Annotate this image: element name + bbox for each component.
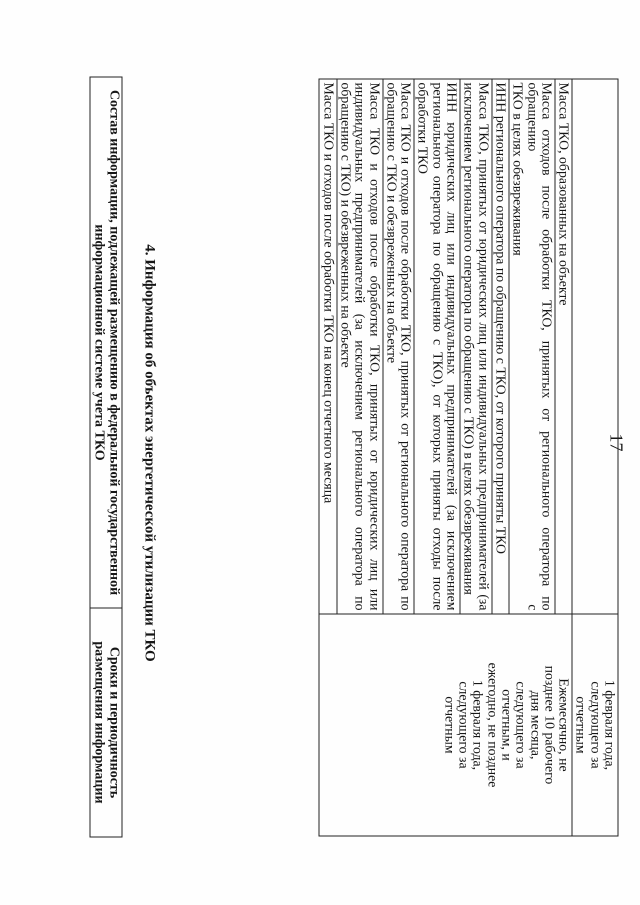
info-line: Масса ТКО, образованных на объекте — [556, 82, 572, 306]
info-line: индивидуальных предпринимателей (за исключением регионального оператора по — [352, 82, 368, 610]
column-header-composition — [90, 77, 122, 608]
deadline-line: ежегодно, не позднее — [484, 662, 500, 787]
header-line: Сроки и периодичность — [106, 646, 121, 798]
info-line: регионального оператора по обращению с ТКО), от которых приняты отходы после — [429, 82, 445, 610]
info-item — [554, 79, 571, 614]
info-line: ИНН юридических лиц или индивидуальных предпринимателей (за исключением — [444, 82, 460, 610]
info-line: обращению с ТКО) и обезвреженных на объекте — [337, 82, 353, 368]
info-line: обработки ТКО — [415, 82, 431, 174]
table-row — [572, 79, 618, 836]
deadline-line: Ежемесячно, не — [556, 677, 572, 772]
info-item — [460, 79, 492, 614]
info-line: обращению с ТКО и обезвреженных на объекте — [383, 82, 399, 363]
info-item — [382, 79, 414, 614]
deadline-line: позднее 10 рабочего — [541, 665, 557, 784]
info-line: Масса ТКО и отходов после обработки ТКО на конец отчетного месяца — [320, 82, 336, 503]
top-table — [318, 78, 618, 836]
info-line: Масса ТКО и отходов после обработки ТКО, принятых от регионального оператора по — [398, 82, 414, 610]
deadline-cell-top — [572, 614, 618, 836]
info-item — [414, 79, 460, 614]
deadline-line: отчетным — [441, 695, 457, 754]
info-line: Масса ТКО, принятых от юридических лиц или индивидуальных предпринимателей (за — [475, 82, 491, 610]
deadline-cell-main — [319, 614, 572, 836]
deadline-line: отчетным — [573, 695, 589, 754]
page-number: 17 — [606, 433, 626, 451]
header-line: Состав информации, подлежащей размещению в федеральной государственной — [106, 89, 121, 595]
info-line: Масса отходов после обработки ТКО, принятых от регионального оператора по обращению с — [524, 82, 554, 610]
header-line: размещения информации — [91, 640, 107, 804]
info-item — [491, 79, 508, 614]
table-header-row — [90, 77, 122, 837]
table-row — [554, 79, 571, 836]
info-line: исключением регионального оператора по обращению с ТКО) в целях обезвреживания — [461, 82, 477, 595]
deadline-line: следующего за — [587, 680, 603, 769]
info-line: ИНН регионального оператора по обращению с ТКО, от которого приняты ТКО — [492, 82, 508, 554]
empty-cell — [572, 79, 618, 614]
deadline-line: дня месяца, — [527, 690, 543, 759]
info-line: ТКО в целях обезвреживания — [510, 82, 526, 256]
deadline-line: 1 февраля года, — [602, 679, 617, 770]
info-item — [319, 79, 336, 614]
column-header-deadlines — [90, 608, 122, 837]
header-line: информационной системе учета ТКО — [91, 223, 107, 461]
deadline-line: 1 февраля года, — [470, 679, 486, 770]
info-line: Масса ТКО и отходов после обработки ТКО, принятых от юридических лиц или — [366, 82, 382, 610]
deadline-line: следующего за — [513, 680, 529, 769]
info-item — [336, 79, 382, 614]
deadline-line: следующего за — [456, 680, 472, 769]
section-title: 4. Информация об объектах энергетической утилизации ТКО — [141, 243, 157, 662]
info-table — [89, 76, 122, 837]
deadline-line: отчетным, и — [498, 688, 514, 761]
info-item — [508, 79, 554, 614]
